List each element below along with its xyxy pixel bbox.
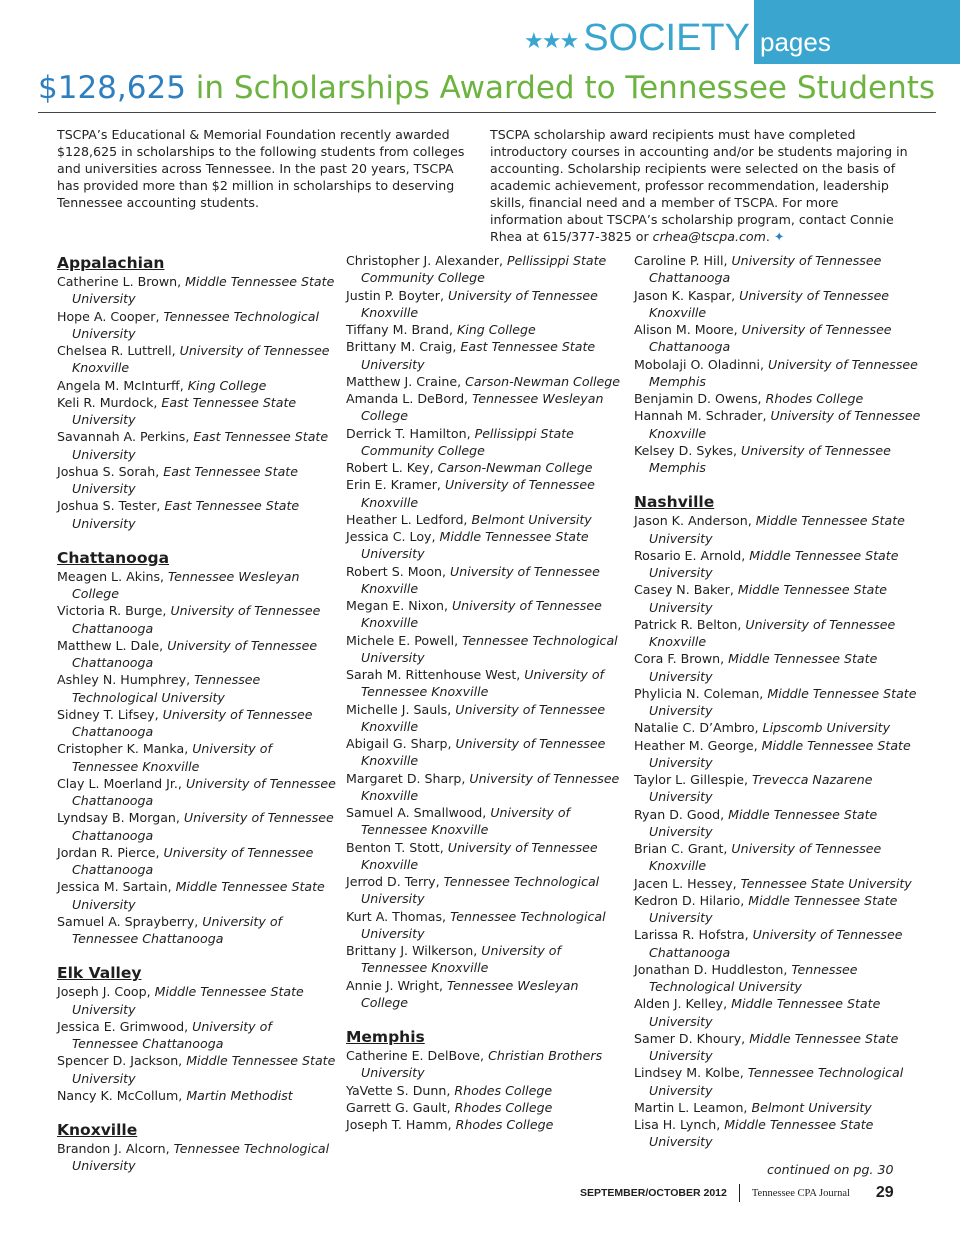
recipient-school: Lipscomb University — [762, 720, 891, 736]
recipient-name: Lisa H. Lynch, — [634, 1117, 725, 1132]
recipient-school: Rhodes College — [454, 1099, 553, 1115]
recipient-school: University of Tennessee Knoxville — [361, 736, 606, 769]
recipient-school: Rhodes College — [765, 391, 864, 406]
recipient-name: Natalie C. D’Ambro, — [634, 720, 763, 736]
recipient-school: Trevecca Nazarene University — [649, 772, 873, 805]
recipient-name: Robert L. Key, — [346, 460, 438, 475]
recipient-entry — [346, 873, 626, 908]
recipient-name: Hope A. Cooper, — [57, 308, 164, 324]
recipient-name: Erin E. Kramer, — [346, 477, 445, 493]
recipient-name: Mobolaji O. Oladinni, — [634, 356, 768, 372]
recipient-entry — [346, 390, 626, 425]
recipient-name: Jessica M. Sartain, — [57, 879, 176, 895]
recipient-entry — [346, 632, 626, 667]
recipient-school: East Tennessee State University — [72, 498, 300, 531]
recipient-school: King College — [187, 377, 267, 393]
recipient-entry — [346, 770, 626, 805]
recipient-entry — [57, 342, 337, 377]
recipient-name: YaVette S. Dunn, — [346, 1082, 455, 1098]
region-heading: Elk Valley — [57, 964, 142, 983]
recipient-name: Jerrod D. Terry, — [346, 874, 444, 889]
recipient-entry — [346, 287, 626, 322]
recipient-name: Kelsey D. Sykes, — [634, 442, 741, 458]
recipient-name: Sidney T. Lifsey, — [57, 706, 163, 722]
recipient-entry — [346, 338, 626, 373]
recipient-entry — [57, 394, 337, 429]
recipient-entry — [57, 913, 337, 948]
recipient-school: Tennessee Wesleyan College — [72, 568, 300, 601]
recipient-entry — [57, 568, 337, 603]
recipient-school: Christian Brothers University — [361, 1048, 603, 1081]
recipient-entry — [346, 252, 626, 287]
recipient-name: Brandon J. Alcorn, — [57, 1141, 174, 1156]
recipient-name: Jessica E. Grimwood, — [57, 1018, 193, 1034]
recipient-school: University of Tennessee Knoxville — [361, 805, 570, 838]
recipient-name: Jason K. Kaspar, — [634, 287, 740, 303]
recipient-entry — [346, 804, 626, 839]
recipient-name: Garrett G. Gault, — [346, 1099, 455, 1115]
recipient-school: Tennessee Technological University — [72, 672, 261, 705]
recipient-name: Meagen L. Akins, — [57, 568, 169, 584]
recipient-school: Belmont University — [471, 511, 592, 527]
recipient-name: Matthew L. Dale, — [57, 637, 168, 653]
recipient-name: Matthew J. Craine, — [346, 373, 466, 389]
recipient-entry — [57, 273, 337, 308]
recipient-school: Pellissippi State Community College — [361, 425, 574, 458]
recipient-name: Caroline P. Hill, — [634, 253, 732, 268]
recipient-school: Tennessee State University — [740, 875, 912, 891]
recipient-name: Martin L. Leamon, — [634, 1099, 752, 1115]
recipient-school: Carson-Newman College — [437, 460, 593, 475]
recipient-name: Tiffany M. Brand, — [346, 322, 458, 337]
section-label: SOCIETY — [583, 17, 750, 59]
recipient-school: University of Tennessee Knoxville — [361, 598, 602, 631]
recipient-school: Tennessee Wesleyan College — [361, 977, 579, 1010]
recipients-column-2 — [346, 252, 626, 1133]
recipient-name: Kedron D. Hilario, — [634, 892, 749, 908]
stars-icon: ★★★ — [524, 29, 578, 54]
issue-date: SEPTEMBER/OCTOBER 2012 — [580, 1187, 727, 1199]
recipient-school: University of Tennessee Knoxville — [649, 841, 882, 874]
recipient-entry — [634, 547, 924, 582]
recipient-school: University of Tennessee Chattanooga — [72, 637, 318, 670]
section-gap — [57, 532, 337, 547]
intro-paragraph-right — [490, 126, 910, 245]
recipient-entry — [57, 775, 337, 810]
recipient-entry — [57, 463, 337, 498]
recipient-school: University of Tennessee Chattanooga — [72, 706, 313, 739]
recipient-name: Cristopher K. Manka, — [57, 741, 193, 757]
recipient-entry — [634, 806, 924, 841]
recipient-entry — [346, 701, 626, 736]
recipient-entry — [346, 977, 626, 1012]
recipient-name: Keli R. Murdock, — [57, 394, 162, 410]
recipient-school: Tennessee Wesleyan College — [361, 391, 604, 424]
recipient-school: Middle Tennessee State University — [649, 582, 888, 615]
page-number: 29 — [875, 1184, 894, 1201]
recipient-entry — [57, 428, 337, 463]
recipient-name: Jason K. Anderson, — [634, 513, 756, 529]
recipient-school: Rhodes College — [454, 1082, 553, 1098]
recipient-entry — [57, 637, 337, 672]
region-heading: Appalachian — [57, 254, 165, 272]
region-heading: Chattanooga — [57, 548, 170, 567]
recipient-school: East Tennessee State University — [72, 429, 329, 462]
recipient-entry — [634, 685, 924, 720]
recipient-name: Angela M. McInturff, — [57, 377, 188, 393]
recipient-school: Middle Tennessee State University — [72, 984, 304, 1017]
recipient-name: Kurt A. Thomas, — [346, 908, 451, 924]
section-gap — [57, 1104, 337, 1119]
recipient-school: University of Tennessee Knoxville — [361, 287, 598, 320]
recipient-entry — [57, 844, 337, 879]
recipient-name: Alison M. Moore, — [634, 322, 742, 337]
recipient-school: Middle Tennessee State University — [649, 651, 878, 684]
recipient-name: Phylicia N. Coleman, — [634, 685, 768, 701]
recipient-name: Catherine E. DelBove, — [346, 1048, 489, 1063]
recipient-name: Jonathan D. Huddleston, — [634, 961, 792, 977]
recipient-entry — [346, 476, 626, 511]
recipient-name: Megan E. Nixon, — [346, 598, 452, 613]
recipient-entry — [57, 497, 337, 532]
recipient-name: Lyndsay B. Morgan, — [57, 810, 184, 826]
recipient-name: Larissa R. Hofstra, — [634, 927, 753, 943]
recipient-name: Ryan D. Good, — [634, 806, 729, 822]
recipient-entry — [57, 671, 337, 706]
recipient-school: Tennessee Technological University — [361, 874, 600, 907]
section-gap — [634, 476, 924, 491]
recipient-school: University of Tennessee Knoxville — [361, 477, 595, 510]
recipient-name: Michele E. Powell, — [346, 632, 463, 648]
recipient-school: University of Tennessee Knoxville — [361, 839, 598, 872]
recipient-school: University of Tennessee Chattanooga — [649, 322, 892, 355]
recipient-school: Rhodes College — [455, 1117, 554, 1132]
recipient-entry — [634, 840, 924, 875]
recipient-entry — [634, 1099, 924, 1116]
continued-note: continued on pg. 30 — [767, 1162, 894, 1177]
recipient-entry — [346, 373, 626, 390]
recipient-entry — [346, 1047, 626, 1082]
recipient-school: Middle Tennessee State University — [649, 996, 881, 1029]
recipient-school: University of Tennessee Chattanooga — [72, 775, 336, 808]
recipient-school: University of Tennessee Chattanooga — [72, 844, 314, 877]
recipient-name: Lindsey M. Kolbe, — [634, 1065, 748, 1081]
recipient-school: University of Tennessee Knoxville — [72, 741, 272, 774]
recipient-school: University of Tennessee Chattanooga — [72, 1018, 272, 1051]
recipient-entry — [57, 983, 337, 1018]
recipient-name: Heather M. George, — [634, 737, 762, 753]
recipient-entry — [346, 511, 626, 528]
recipient-school: Carson-Newman College — [465, 373, 621, 389]
recipient-name: Victoria R. Burge, — [57, 603, 171, 619]
section-gap — [57, 947, 337, 962]
recipient-school: Tennessee Technological University — [649, 1065, 904, 1098]
recipient-school: University of Tennessee Knoxville — [361, 667, 604, 700]
recipient-school: University of Tennessee Memphis — [649, 356, 918, 389]
recipient-school: University of Tennessee Knoxville — [361, 563, 600, 596]
page-footer — [580, 1182, 894, 1204]
recipient-school: Tennessee Technological University — [361, 908, 606, 941]
section-gap — [346, 1011, 626, 1026]
recipient-name: Ashley N. Humphrey, — [57, 672, 195, 688]
recipient-school: Middle Tennessee State University — [649, 1030, 899, 1063]
recipient-name: Benton T. Stott, — [346, 839, 448, 855]
section-masthead — [524, 0, 960, 64]
recipient-school: Tennessee Technological University — [72, 1141, 330, 1174]
recipient-entry — [634, 961, 924, 996]
recipient-name: Alden J. Kelley, — [634, 996, 732, 1012]
recipient-school: Middle Tennessee State University — [72, 879, 325, 912]
recipient-name: Patrick R. Belton, — [634, 616, 746, 632]
recipient-name: Christopher J. Alexander, — [346, 253, 508, 268]
intro-right-text: TSCPA scholarship award recipients must have completed introductory courses in accounting and/or be students majoring in accounting. Scholarship recipients were selected on the basis of academic achievement, professor recommendation, leadership skills, financial need and a member of TSCPA. For more information about TSCPA’s scholarship program, contact Connie Rhea at 615/377-3825 or — [490, 127, 908, 244]
recipient-entry — [634, 287, 924, 322]
recipient-school: Middle Tennessee State University — [649, 892, 898, 925]
recipient-name: Savannah A. Perkins, — [57, 429, 194, 445]
journal-name: Tennessee CPA Journal — [751, 1187, 850, 1199]
recipient-school: Middle Tennessee State University — [649, 1117, 874, 1150]
recipient-name: Hannah M. Schrader, — [634, 408, 771, 424]
recipient-entry — [634, 407, 924, 442]
recipient-name: Clay L. Moerland Jr., — [57, 775, 186, 791]
recipient-name: Chelsea R. Luttrell, — [57, 343, 180, 358]
recipient-name: Michelle J. Sauls, — [346, 701, 456, 717]
recipient-entry — [634, 771, 924, 806]
recipient-entry — [634, 512, 924, 547]
recipient-entry — [634, 1030, 924, 1065]
recipient-entry — [634, 581, 924, 616]
recipient-name: Jacen L. Hessey, — [634, 875, 741, 891]
footer-divider — [739, 1184, 740, 1202]
recipient-entry — [634, 737, 924, 772]
recipient-name: Samuel A. Sprayberry, — [57, 913, 203, 929]
recipient-entry — [346, 459, 626, 476]
recipient-school: East Tennessee State University — [72, 463, 298, 496]
recipient-entry — [57, 602, 337, 637]
recipient-entry — [346, 666, 626, 701]
recipient-name: Jessica C. Loy, — [346, 529, 440, 544]
recipient-name: Cora F. Brown, — [634, 651, 729, 667]
recipient-entry — [57, 706, 337, 741]
section-sublabel: pages — [754, 0, 960, 64]
recipient-entry — [634, 650, 924, 685]
recipient-entry — [57, 377, 337, 394]
title-text: in Scholarships Awarded to Tennessee Students — [185, 70, 936, 106]
recipient-entry — [634, 1116, 924, 1151]
recipient-school: Martin Methodist — [186, 1087, 293, 1103]
recipient-entry — [634, 926, 924, 961]
region-heading: Memphis — [346, 1028, 425, 1046]
recipient-name: Brittany M. Craig, — [346, 339, 461, 355]
recipient-entry — [57, 809, 337, 844]
recipient-entry — [346, 1082, 626, 1099]
recipient-school: Middle Tennessee State University — [72, 1053, 336, 1086]
recipient-entry — [346, 1099, 626, 1116]
recipient-entry — [346, 597, 626, 632]
recipient-name: Abigail G. Sharp, — [346, 736, 456, 751]
recipient-entry — [634, 321, 924, 356]
recipient-entry — [57, 308, 337, 343]
recipient-entry — [57, 1140, 337, 1175]
recipient-school: King College — [457, 322, 536, 337]
recipient-school: East Tennessee State University — [361, 339, 596, 372]
recipient-entry — [634, 1064, 924, 1099]
recipient-entry — [634, 995, 924, 1030]
recipient-school: Middle Tennessee State University — [361, 529, 589, 562]
recipient-school: University of Tennessee Knoxville — [361, 701, 606, 734]
recipient-school: Tennessee Technological University — [72, 308, 319, 341]
recipient-school: University of Tennessee Knoxville — [649, 287, 890, 320]
recipient-entry — [634, 719, 924, 736]
recipient-entry — [346, 735, 626, 770]
recipient-name: Spencer D. Jackson, — [57, 1053, 187, 1069]
recipient-entry — [346, 1116, 626, 1133]
recipient-entry — [57, 1052, 337, 1087]
recipient-school: Middle Tennessee State University — [649, 685, 917, 718]
region-heading: Knoxville — [57, 1121, 138, 1139]
recipient-entry — [57, 1018, 337, 1053]
recipient-school: Belmont University — [751, 1099, 872, 1115]
recipient-school: University of Tennessee Knoxville — [361, 943, 561, 976]
recipient-name: Joshua S. Tester, — [57, 498, 165, 514]
recipient-name: Joshua S. Sorah, — [57, 463, 164, 479]
recipient-name: Samer D. Khoury, — [634, 1030, 750, 1046]
recipient-name: Margaret D. Sharp, — [346, 770, 470, 786]
recipient-name: Joseph J. Coop, — [57, 984, 155, 1000]
recipient-name: Justin P. Boyter, — [346, 287, 448, 303]
recipient-school: Middle Tennessee State University — [649, 513, 905, 546]
recipient-name: Benjamin D. Owens, — [634, 391, 766, 406]
recipient-entry — [634, 892, 924, 927]
recipient-entry — [346, 942, 626, 977]
recipient-name: Joseph T. Hamm, — [346, 1117, 456, 1132]
recipient-school: East Tennessee State University — [72, 394, 297, 427]
recipient-school: University of Tennessee Knoxville — [72, 343, 330, 376]
recipient-entry — [346, 839, 626, 874]
recipient-school: University of Tennessee Chattanooga — [72, 913, 282, 946]
recipient-entry — [634, 356, 924, 391]
region-heading: Nashville — [634, 493, 715, 512]
recipient-entry — [634, 442, 924, 477]
recipient-school: Tennessee Technological University — [361, 632, 618, 665]
recipient-school: University of Tennessee Chattanooga — [72, 603, 321, 636]
recipient-name: Amanda L. DeBord, — [346, 391, 473, 406]
recipient-entry — [57, 1087, 337, 1104]
recipients-column-3 — [634, 252, 924, 1151]
recipient-entry — [634, 875, 924, 892]
recipient-school: Middle Tennessee State University — [649, 806, 878, 839]
recipient-entry — [346, 908, 626, 943]
recipient-entry — [634, 390, 924, 407]
recipient-name: Robert S. Moon, — [346, 563, 451, 579]
recipient-school: University of Tennessee Chattanooga — [649, 253, 882, 286]
page-title — [38, 70, 938, 106]
recipient-name: Jordan R. Pierce, — [57, 844, 164, 860]
recipient-name: Derrick T. Hamilton, — [346, 425, 475, 441]
recipient-school: University of Tennessee Chattanooga — [649, 927, 903, 960]
recipient-entry — [634, 252, 924, 287]
recipient-school: Middle Tennessee State University — [649, 737, 911, 770]
recipient-school: Pellissippi State Community College — [361, 253, 607, 286]
recipient-name: Catherine L. Brown, — [57, 274, 186, 289]
recipient-entry — [346, 528, 626, 563]
recipient-school: Middle Tennessee State University — [649, 547, 899, 580]
recipient-entry — [346, 425, 626, 460]
title-amount: $128,625 — [38, 70, 186, 106]
recipient-school: University of Tennessee Knoxville — [361, 770, 620, 803]
recipient-school: University of Tennessee Knoxville — [649, 616, 896, 649]
recipient-entry — [634, 616, 924, 651]
recipient-name: Brittany J. Wilkerson, — [346, 943, 482, 958]
recipient-name: Casey N. Baker, — [634, 582, 738, 598]
contact-email-link[interactable]: crhea@tscpa.com — [652, 229, 766, 244]
recipient-entry — [346, 321, 626, 338]
intro-paragraph-left: TSCPA’s Educational & Memorial Foundation recently awarded $128,625 in scholarships to the following students from colleges and universities across Tennessee. In the past 20 years, TSCPA has provided more than $2 million in scholarships to deserving Tennessee accounting students. — [57, 127, 465, 210]
title-divider — [38, 112, 936, 113]
recipient-name: Taylor L. Gillespie, — [634, 772, 752, 787]
recipient-name: Rosario E. Arnold, — [634, 547, 750, 563]
recipient-name: Samuel A. Smallwood, — [346, 805, 491, 820]
end-star-icon: ✦ — [773, 229, 785, 244]
recipient-school: University of Tennessee Chattanooga — [72, 810, 334, 843]
recipient-entry — [346, 563, 626, 598]
recipient-name: Sarah M. Rittenhouse West, — [346, 667, 525, 682]
recipient-name: Nancy K. McCollum, — [57, 1087, 187, 1103]
recipient-entry — [57, 740, 337, 775]
recipient-school: Middle Tennessee State University — [72, 274, 335, 307]
recipient-school: University of Tennessee Memphis — [649, 442, 891, 475]
intro-period: . — [765, 229, 770, 244]
recipient-school: University of Tennessee Knoxville — [649, 408, 921, 441]
recipients-column-1 — [57, 252, 337, 1175]
recipient-school: Tennessee Technological University — [649, 961, 858, 994]
recipient-name: Brian C. Grant, — [634, 841, 732, 856]
recipient-entry — [57, 878, 337, 913]
recipient-name: Heather L. Ledford, — [346, 511, 472, 527]
recipient-name: Annie J. Wright, — [346, 977, 448, 993]
